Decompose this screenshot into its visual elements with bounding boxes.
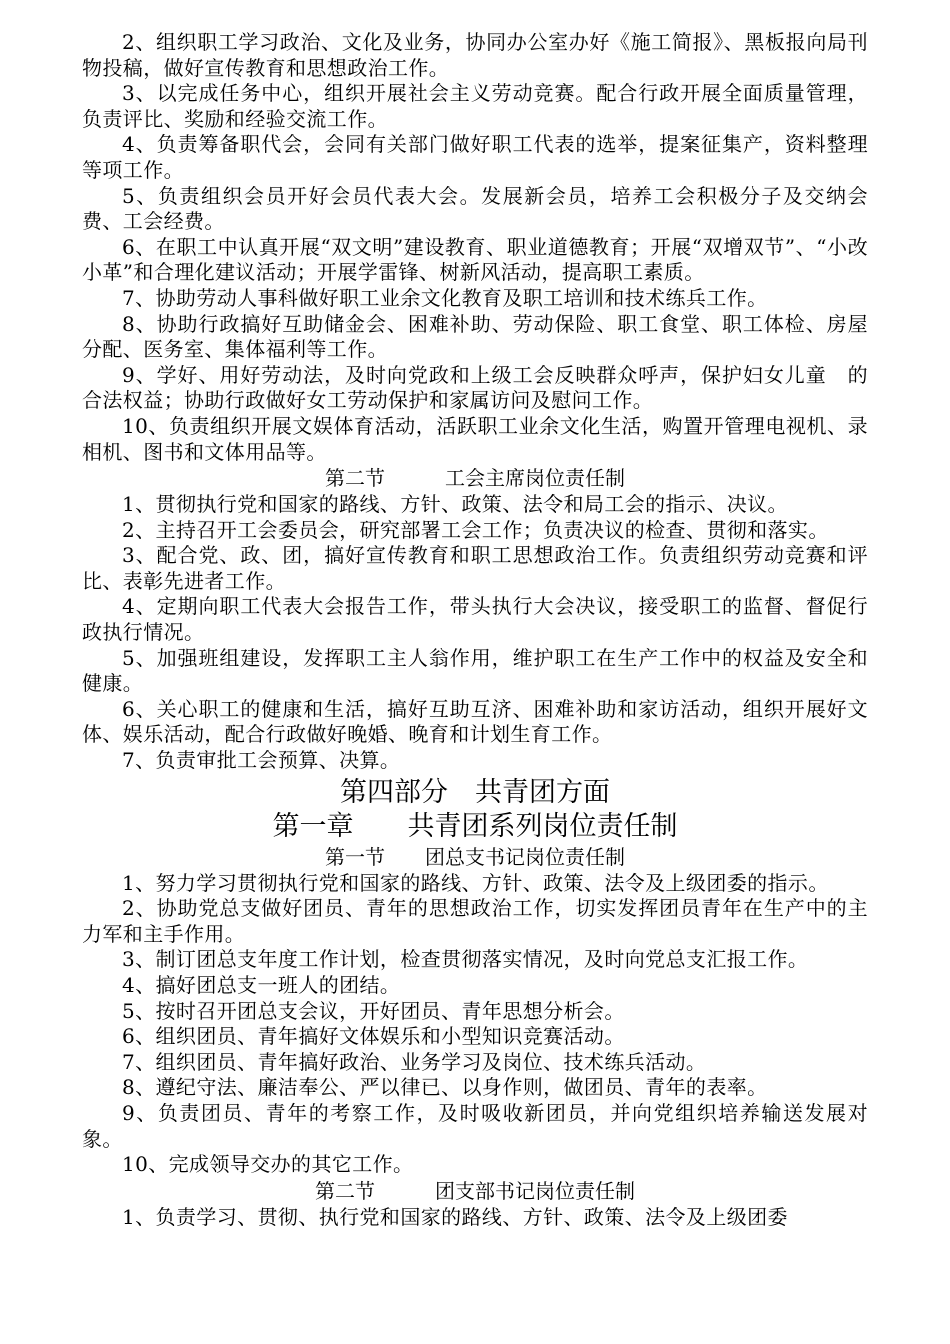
paragraph: 4、搞好团总支一班人的团结。 bbox=[122, 973, 401, 997]
section-heading: 第一节 团总支书记岗位责任制 bbox=[325, 844, 625, 869]
paragraph: 10、完成领导交办的其它工作。 bbox=[122, 1152, 414, 1177]
paragraph: 6、关心职工的健康和生活，搞好互助互济、困难补助和家访活动，组织开展好文体、娱乐活动，配合行政做好晚婚、晚育和计划生育工作。 bbox=[82, 696, 868, 747]
paragraph: 3、制订团总支年度工作计划，检查贯彻落实情况，及时向党总支汇报工作。 bbox=[122, 947, 809, 972]
paragraph: 5、负责组织会员开好会员代表大会。发展新会员，培养工会积极分子及交纳会费、工会经费。 bbox=[82, 183, 868, 234]
paragraph: 2、主持召开工会委员会，研究部署工会工作；负责决议的检查、贯彻和落实。 bbox=[122, 517, 829, 542]
paragraph: 5、按时召开团总支会议，开好团员、青年思想分析会。 bbox=[122, 998, 625, 1023]
paragraph: 1、努力学习贯彻执行党和国家的路线、方针、政策、法令及上级团委的指示。 bbox=[122, 870, 829, 895]
union-chair-duties-list bbox=[82, 492, 868, 774]
paragraph: 3、配合党、政、团，搞好宣传教育和职工思想政治工作。负责组织劳动竞赛和评比、表彰先进者工作。 bbox=[82, 543, 868, 593]
paragraph: 7、组织团员、青年搞好政治、业务学习及岗位、技术练兵活动。 bbox=[122, 1049, 707, 1074]
paragraph: 4、负责筹备职代会，会同有关部门做好职工代表的选举，提案征集产，资料整理等项工作。 bbox=[82, 132, 868, 182]
paragraph: 10、负责组织开展文娱体育活动，活跃职工业余文化生活，购置开管理电视机、录相机、图书和文体用品等。 bbox=[82, 413, 868, 464]
paragraph: 8、遵纪守法、廉洁奉公、严以律已、以身作则，做团员、青年的表率。 bbox=[122, 1075, 768, 1100]
union-duties-list bbox=[82, 30, 868, 465]
section-heading: 第二节 工会主席岗位责任制 bbox=[325, 466, 625, 491]
paragraph: 5、加强班组建设，发挥职工主人翁作用，维护职工在生产工作中的权益及安全和健康。 bbox=[82, 645, 868, 696]
paragraph: 9、学好、用好劳动法，及时向党政和上级工会反映群众呼声，保护妇女儿童 的合法权益；协助行政做好女工劳动保护和家属访问及慰问工作。 bbox=[82, 362, 868, 413]
paragraph: 2、协助党总支做好团员、青年的思想政治工作，切实发挥团员青年在生产中的主力军和主手作用。 bbox=[82, 896, 868, 946]
paragraph: 6、组织团员、青年搞好文体娱乐和小型知识竞赛活动。 bbox=[122, 1024, 625, 1049]
paragraph: 4、定期向职工代表大会报告工作，带头执行大会决议，接受职工的监督、督促行政执行情况。 bbox=[82, 594, 868, 645]
branch-secretary-duties-list bbox=[82, 1205, 868, 1231]
paragraph: 1、负责学习、贯彻、执行党和国家的路线、方针、政策、法令及上级团委 bbox=[122, 1204, 788, 1229]
paragraph: 1、贯彻执行党和国家的路线、方针、政策、法令和局工会的指示、决议。 bbox=[122, 492, 788, 517]
paragraph: 9、负责团员、青年的考察工作，及时吸收新团员，并向党组织培养输送发展对象。 bbox=[82, 1100, 868, 1151]
paragraph: 7、协助劳动人事科做好职工业余文化教育及职工培训和技术练兵工作。 bbox=[122, 285, 768, 310]
part-heading: 第四部分 共青团方面 bbox=[340, 776, 610, 808]
league-secretary-duties-list bbox=[82, 871, 868, 1178]
paragraph: 2、组织职工学习政治、文化及业务，协同办公室办好《施工简报》、黑板报向局刊物投稿，做好宣传教育和思想政治工作。 bbox=[82, 30, 868, 80]
paragraph: 6、在职工中认真开展“双文明”建设教育、职业道德教育；开展“双增双节”、“小改小革”和合理化建议活动；开展学雷锋、树新风活动，提高职工素质。 bbox=[82, 234, 868, 285]
paragraph: 3、以完成任务中心，组织开展社会主义劳动竞赛。配合行政开展全面质量管理，负责评比、奖励和经验交流工作。 bbox=[82, 81, 868, 131]
section-heading: 第二节 团支部书记岗位责任制 bbox=[315, 1178, 635, 1203]
paragraph: 7、负责审批工会预算、决算。 bbox=[122, 748, 401, 773]
paragraph: 8、协助行政搞好互助储金会、困难补助、劳动保险、职工食堂、职工体检、房屋分配、医务室、集体福利等工作。 bbox=[82, 311, 868, 362]
chapter-heading: 第一章 共青团系列岗位责任制 bbox=[272, 810, 678, 842]
